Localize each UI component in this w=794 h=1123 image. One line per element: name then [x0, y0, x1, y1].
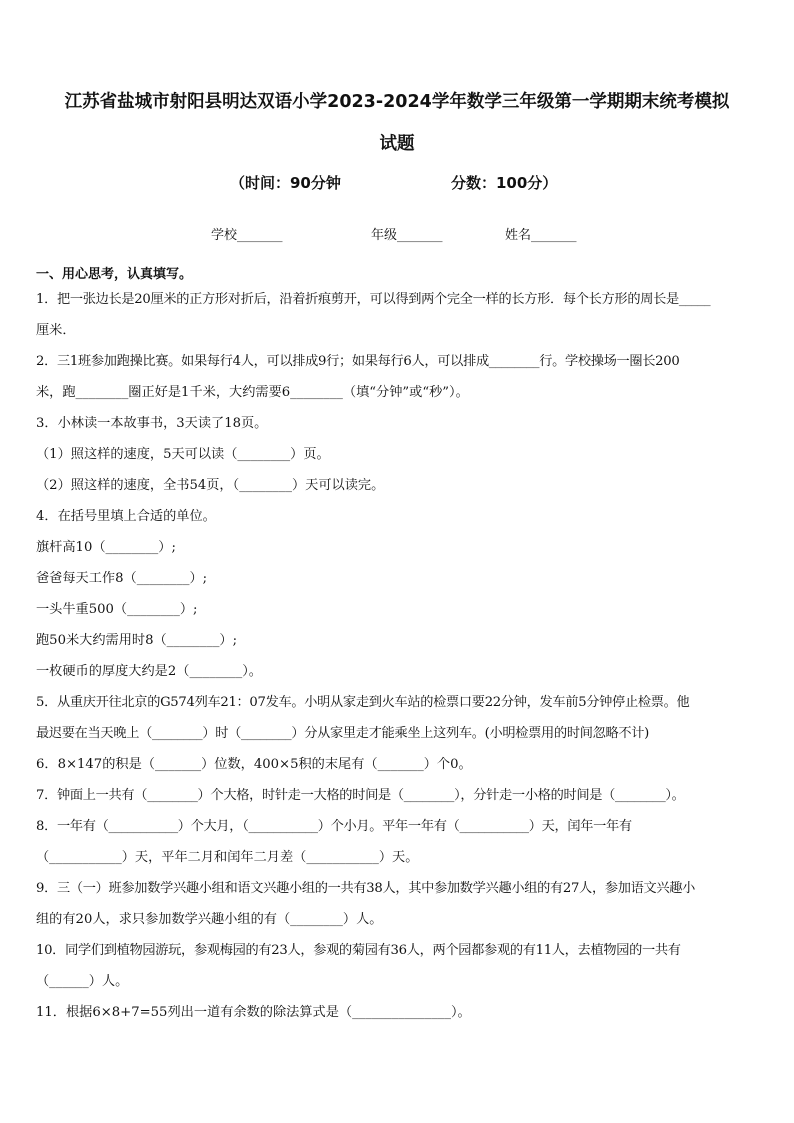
- question-line: 一枚硬币的厚度大约是2（________）。: [36, 664, 262, 679]
- question-line: 组的有20人，求只参加数学兴趣小组的有（________）人。: [36, 912, 383, 927]
- question-line: 1．把一张边长是20厘米的正方形对折后，沿着折痕剪开，可以得到两个完全一样的长方形．每个长方形的周长是_____: [36, 292, 711, 307]
- question-line: （______）人。: [36, 974, 129, 989]
- question-line: 3．小林读一本故事书，3天读了18页。: [36, 416, 268, 431]
- question-line: （___________）天，平年二月和闰年二月差（___________）天。: [36, 850, 419, 865]
- question-line: 4．在括号里填上合适的单位。: [36, 509, 216, 524]
- question-line: 5．从重庆开往北京的G574列车21：07发车。小明从家走到火车站的检票口要22分钟，发车前5分钟停止检票。他: [36, 695, 690, 710]
- question-line: 7．钟面上一共有（________）个大格，时针走一大格的时间是（________），分针走一小格的时间是（________）。: [36, 788, 685, 803]
- question-line: 旗杆高10（________）;: [36, 540, 176, 555]
- exam-title-line-1: 江苏省盐城市射阳县明达双语小学2023-2024学年数学三年级第一学期期末统考模拟: [64, 92, 730, 112]
- question-line: 最迟要在当天晚上（________）时（________）分从家里走才能乘坐上这列车。(小明检票用的时间忽略不计): [36, 726, 649, 741]
- section-heading: 一、用心思考，认真填写。: [36, 267, 193, 282]
- question-line: 跑50米大约需用时8（________）;: [36, 633, 238, 648]
- school-field: 学校_______: [211, 228, 283, 243]
- question-line: 10．同学们到植物园游玩，参观梅园的有23人，参观的菊园有36人，两个园都参观的有11人，去植物园的一共有: [36, 943, 681, 958]
- question-line: 11．根据6×8+7=55列出一道有余数的除法算式是（_______________）。: [36, 1005, 471, 1020]
- question-line: 6．8×147的积是（_______）位数，400×5积的末尾有（_______）个0。: [36, 757, 472, 772]
- exam-title-line-2: 试题: [379, 134, 415, 154]
- question-line: （1）照这样的速度，5天可以读（________）页。: [36, 447, 330, 462]
- question-line: 米，跑________圈正好是1千米，大约需要6________（填“分钟”或“秒”）。: [36, 385, 469, 400]
- name-field: 姓名_______: [505, 228, 577, 243]
- exam-time: （时间：90分钟: [230, 174, 341, 192]
- question-line: 9．三（一）班参加数学兴趣小组和语文兴趣小组的一共有38人，其中参加数学兴趣小组的有27人，参加语文兴趣小: [36, 881, 696, 896]
- question-line: 一头牛重500（________）;: [36, 602, 198, 617]
- grade-field: 年级_______: [371, 228, 443, 243]
- question-line: 厘米．: [36, 323, 76, 338]
- exam-score: 分数：100分）: [451, 174, 558, 192]
- question-line: 爸爸每天工作8（________）;: [36, 571, 208, 586]
- question-line: （2）照这样的速度，全书54页，（________）天可以读完。: [36, 478, 385, 493]
- question-line: 8．一年有（___________）个大月，（___________）个小月。平年一年有（___________）天，闰年一年有: [36, 819, 632, 834]
- question-line: 2．三1班参加跑操比赛。如果每行4人，可以排成9行；如果每行6人，可以排成________行。学校操场一圈长200: [36, 354, 680, 369]
